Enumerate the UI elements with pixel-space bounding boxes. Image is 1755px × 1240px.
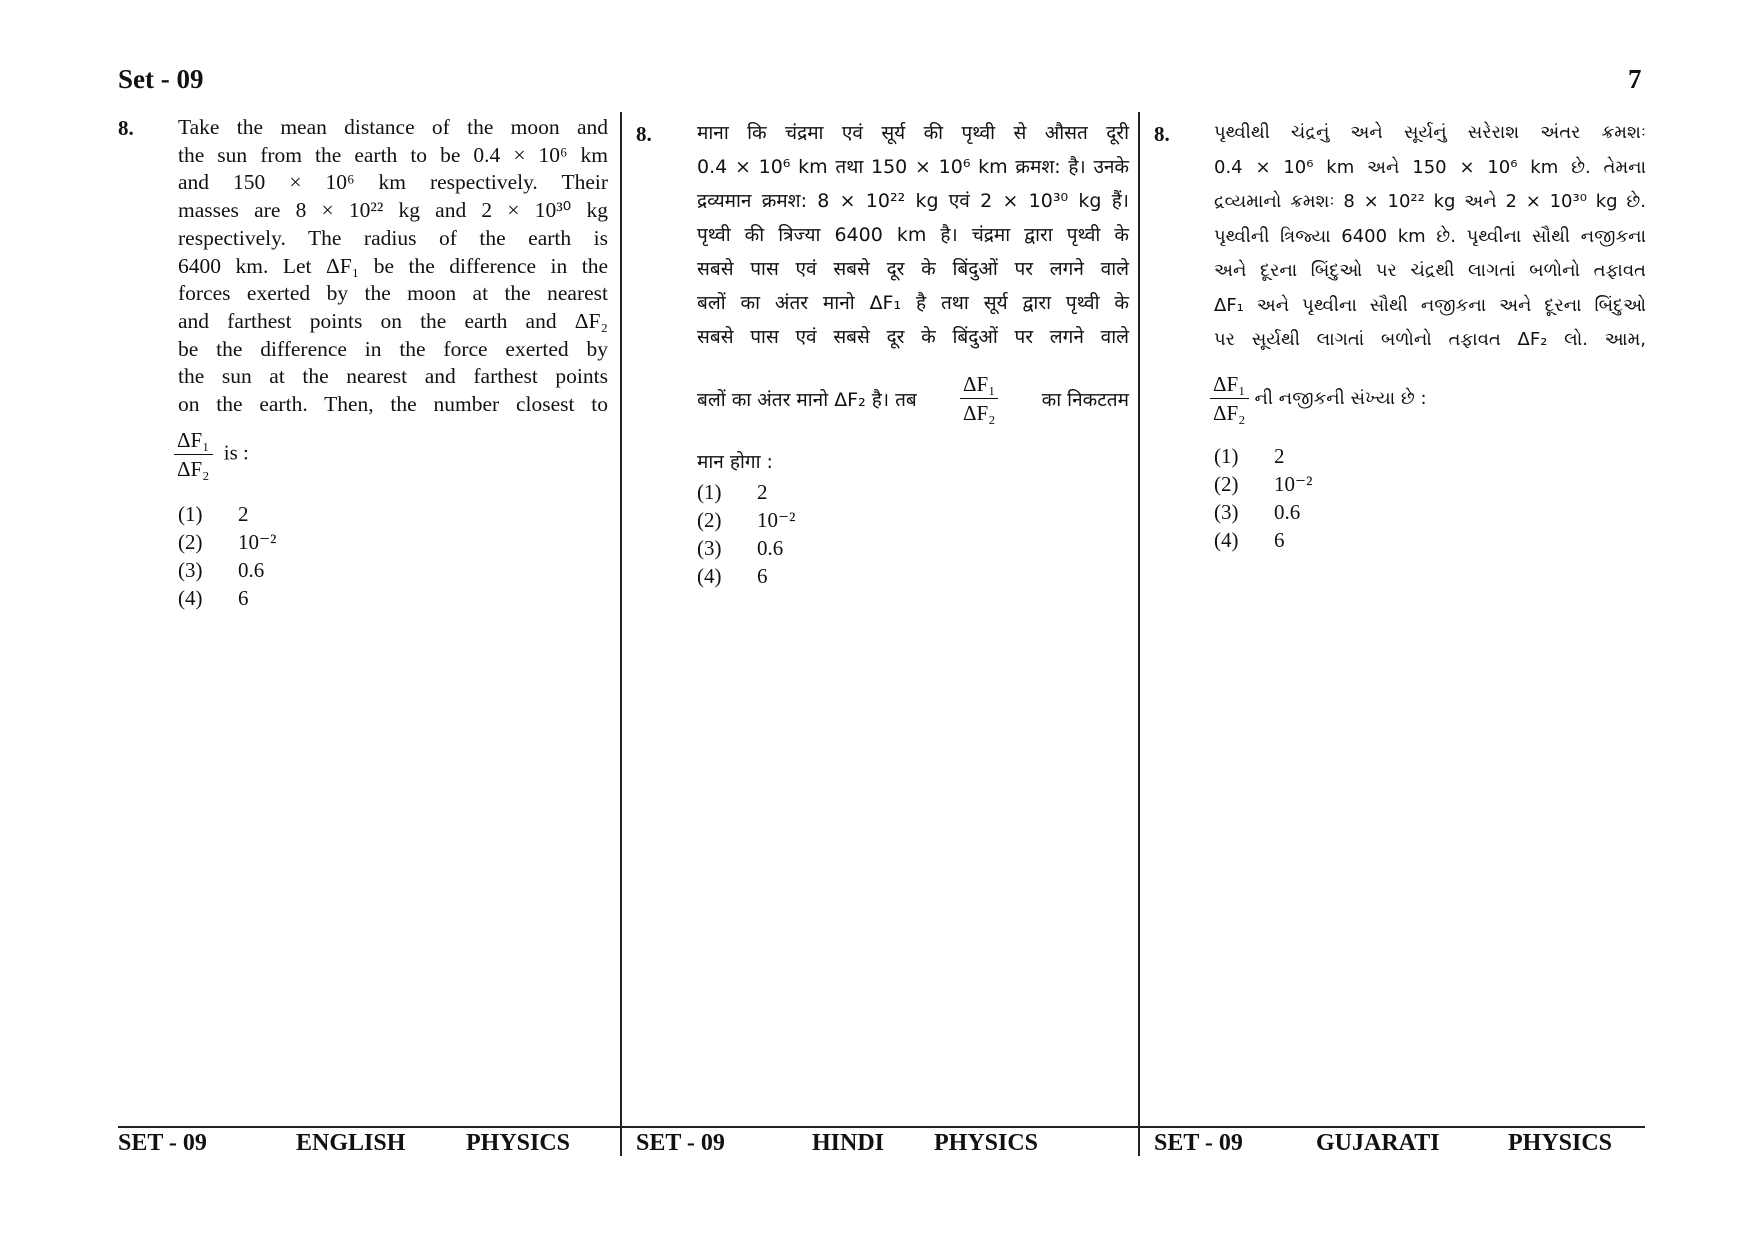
text-line: on the earth. Then, the number closest to [178, 392, 608, 417]
option-row [697, 478, 795, 506]
option-value: 6 [238, 586, 249, 610]
footer-lang-gujarati: GUJARATI [1316, 1130, 1440, 1156]
fraction-suffix: ની નજીકની સંખ્યા છે : [1254, 388, 1427, 409]
option-number: (4) [1214, 528, 1239, 552]
fraction-suffix: is : [223, 440, 249, 465]
option-number: (3) [697, 536, 722, 560]
option-row [697, 534, 795, 562]
text-line: सबसे पास एवं सबसे दूर के बिंदुओं पर लगने वाले [697, 326, 1129, 348]
option-number: (2) [697, 508, 722, 532]
option-value: 2 [238, 502, 249, 526]
options-gujarati [1214, 442, 1312, 554]
footer-set-gujarati: SET - 09 [1154, 1130, 1243, 1156]
text-line: 0.4 × 10⁶ km અને 150 × 10⁶ km છે. તેમના [1214, 156, 1646, 178]
hindi-last-line: मान होगा : [697, 451, 773, 473]
footer-set-hindi: SET - 09 [636, 1130, 725, 1156]
option-number: (2) [178, 530, 203, 554]
option-number: (1) [1214, 444, 1239, 468]
footer-rule [118, 1126, 1645, 1128]
option-number: (1) [697, 480, 722, 504]
question-number-gujarati: 8. [1154, 122, 1170, 146]
option-row [178, 500, 276, 528]
question-number-english: 8. [118, 116, 134, 140]
option-value: 0.6 [1274, 500, 1301, 524]
text-line: सबसे पास एवं सबसे दूर के बिंदुओं पर लगने वाले [697, 258, 1129, 280]
text-line: પૃથ્વીથી ચંદ્રનું અને સૂર્યનું સરેરાશ અંતર ક્રમશઃ [1214, 122, 1646, 143]
fraction-line-english [174, 428, 249, 481]
option-number: (1) [178, 502, 203, 526]
column-divider-2 [1138, 112, 1140, 1156]
text-line: माना कि चंद्रमा एवं सूर्य की पृथ्वी से औसत दूरी [697, 122, 1129, 144]
text-line: forces exerted by the moon at the nearest [178, 281, 608, 306]
option-row [1214, 526, 1312, 554]
option-value: 6 [1274, 528, 1285, 552]
fraction-line-gujarati [1210, 372, 1427, 425]
text-line: પર સૂર્યથી લાગતાં બળોનો તફાવત ΔF₂ લો. આમ, [1214, 329, 1646, 350]
fraction-denominator: ΔF₂ [1213, 401, 1246, 425]
text-line: ΔF₁ અને પૃથ્વીના સૌથી નજીકના અને દૂરના બિંદુઓ [1214, 294, 1646, 316]
option-number: (2) [1214, 472, 1239, 496]
text-line: पृथ्वी की त्रिज्या 6400 km है। चंद्रमा द्वारा पृथ्वी के [697, 224, 1129, 246]
page-number: 7 [1628, 64, 1642, 94]
text-line: 6400 km. Let ΔF₁ be the difference in the [178, 253, 608, 278]
option-value: 0.6 [238, 558, 265, 582]
question-text-hindi [697, 116, 1129, 354]
option-row [1214, 498, 1312, 526]
text-line: respectively. The radius of the earth is [178, 225, 608, 250]
text-line: the sun at the nearest and farthest points [178, 364, 608, 389]
text-line: and 150 × 10⁶ km respectively. Their [178, 170, 608, 195]
option-value: 2 [757, 480, 768, 504]
option-value: 2 [1274, 444, 1285, 468]
text-line: દ્રવ્યમાનો ક્રમશઃ 8 × 10²² kg અને 2 × 10³⁰ kg છે. [1214, 191, 1646, 212]
option-row [178, 556, 276, 584]
option-row [178, 528, 276, 556]
option-number: (4) [178, 586, 203, 610]
fraction-denominator: ΔF₂ [177, 457, 210, 481]
option-value: 10⁻² [757, 508, 796, 532]
text-line: बलों का अंतर मानो ΔF₁ है तथा सूर्य द्वारा पृथ्वी के [697, 292, 1129, 314]
text-line: અને દૂરના બિંદુઓ પર ચંદ્રથી લાગતાં બળોનો તફાવત [1214, 260, 1646, 281]
column-divider-1 [620, 112, 622, 1156]
fraction-numerator: ΔF₁ [174, 428, 213, 455]
footer-subject-english: PHYSICS [466, 1130, 571, 1156]
set-label: Set - 09 [118, 64, 204, 94]
fraction-numerator: ΔF₁ [960, 372, 999, 399]
footer-lang-hindi: HINDI [812, 1130, 885, 1156]
fraction-hindi [960, 372, 999, 425]
fraction-line-hindi [697, 372, 1129, 425]
option-value: 6 [757, 564, 768, 588]
fraction-numerator: ΔF₁ [1210, 372, 1249, 399]
text-line: Take the mean distance of the moon and [178, 115, 608, 139]
text-line: the sun from the earth to be 0.4 × 10⁶ km [178, 142, 608, 167]
text-line: 0.4 × 10⁶ km तथा 150 × 10⁶ km क्रमश: है। उनके [697, 156, 1129, 178]
option-row [697, 562, 795, 590]
text-line: masses are 8 × 10²² kg and 2 × 10³⁰ kg [178, 198, 608, 223]
option-row [1214, 470, 1312, 498]
option-value: 10⁻² [1274, 472, 1313, 496]
option-row [1214, 442, 1312, 470]
text-line: પૃથ્વીની ત્રિજ્યા 6400 km છે. પૃથ્વીના સૌથી નજીકના [1214, 225, 1646, 247]
option-number: (3) [178, 558, 203, 582]
footer-subject-hindi: PHYSICS [934, 1130, 1039, 1156]
text-line: and farthest points on the earth and ΔF₂ [178, 308, 608, 333]
footer-set-english: SET - 09 [118, 1130, 207, 1156]
fraction-suffix: का निकटतम [1041, 388, 1129, 411]
text-line: द्रव्यमान क्रमश: 8 × 10²² kg एवं 2 × 10³⁰ kg हैं। [697, 190, 1129, 212]
option-row [697, 506, 795, 534]
fraction-english [174, 428, 213, 481]
option-row [178, 584, 276, 612]
footer-lang-english: ENGLISH [296, 1130, 406, 1156]
fraction-gujarati [1210, 372, 1249, 425]
fraction-prefix: बलों का अंतर मानो ΔF₂ है। तब [697, 388, 917, 411]
question-text-english [178, 114, 608, 419]
option-value: 10⁻² [238, 530, 277, 554]
options-hindi [697, 478, 795, 590]
question-number-hindi: 8. [636, 122, 652, 146]
options-english [178, 500, 276, 612]
question-text-gujarati [1214, 116, 1646, 358]
option-number: (3) [1214, 500, 1239, 524]
option-value: 0.6 [757, 536, 784, 560]
option-number: (4) [697, 564, 722, 588]
footer-subject-gujarati: PHYSICS [1508, 1130, 1613, 1156]
fraction-denominator: ΔF₂ [962, 401, 996, 425]
text-line: be the difference in the force exerted by [178, 336, 608, 361]
